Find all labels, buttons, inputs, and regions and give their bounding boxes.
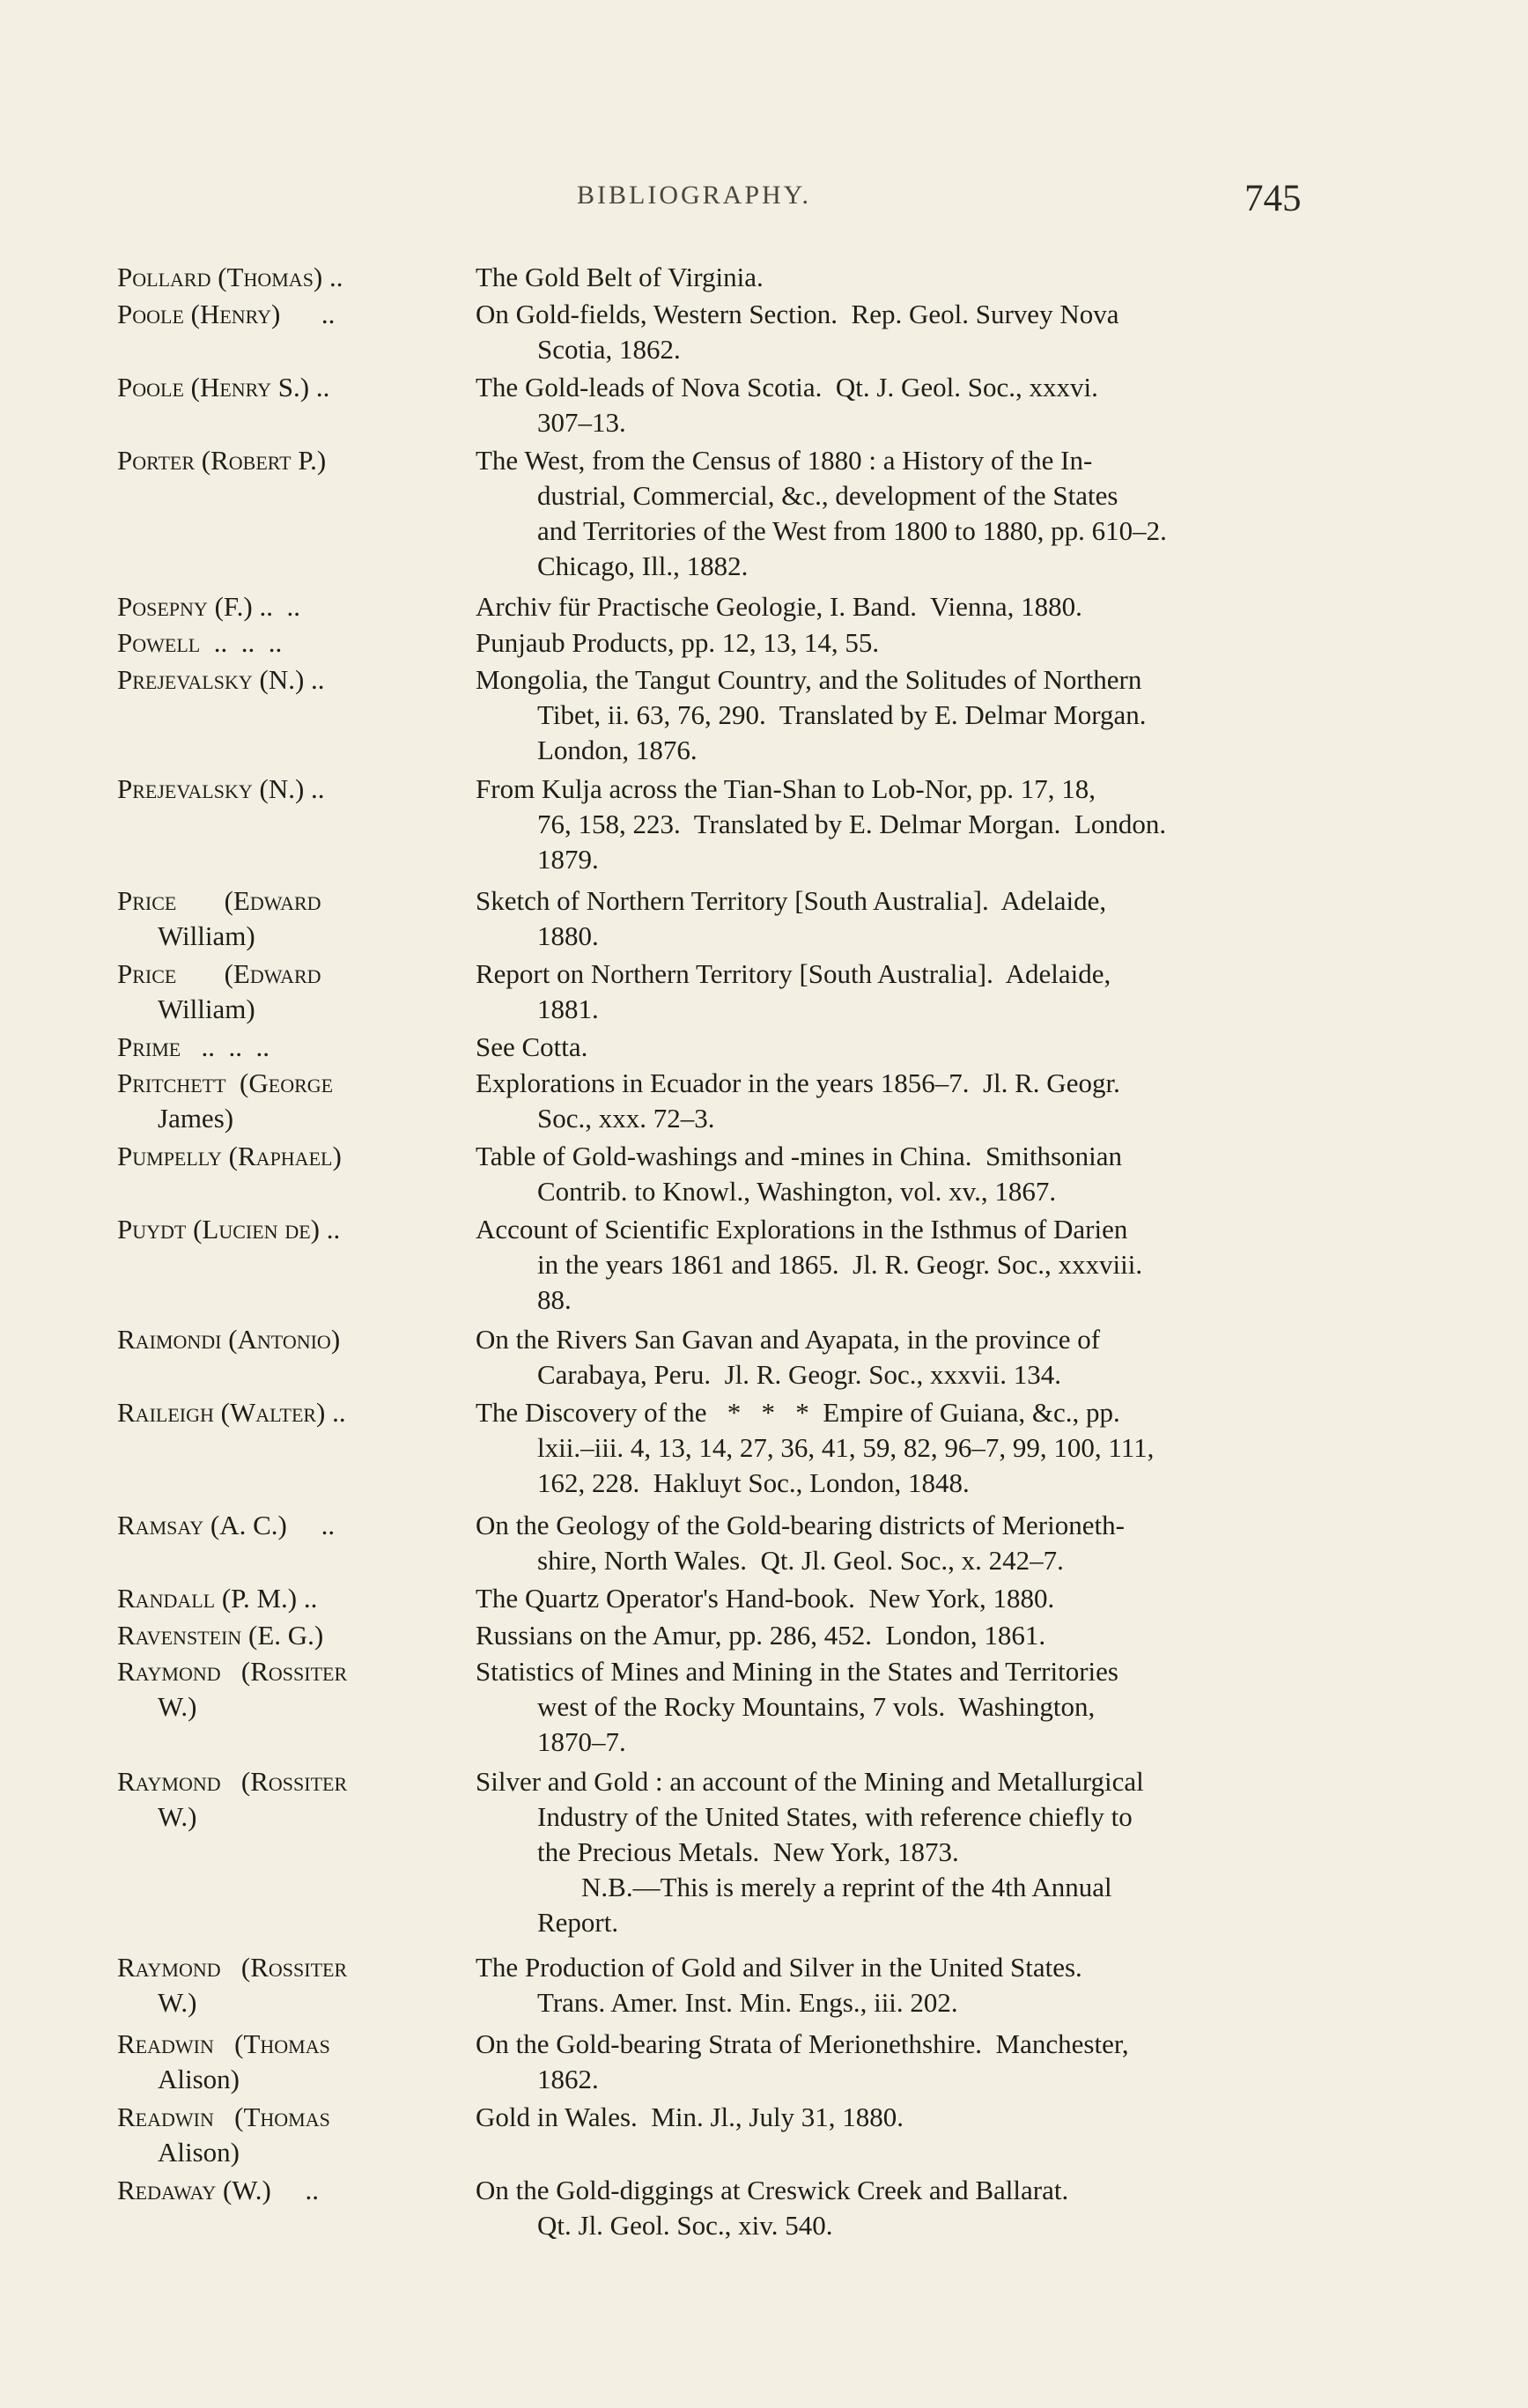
work-line: Qt. Jl. Geol. Soc., xiv. 540. (537, 2210, 833, 2241)
entry-author (117, 1508, 452, 1543)
work-line: 88. (537, 1284, 572, 1315)
work-line: 162, 228. Hakluyt Soc., London, 1848. (537, 1466, 970, 1498)
entry-work (476, 1764, 1325, 1940)
work-line: shire, North Wales. Qt. Jl. Geol. Soc., x. 242–7. (537, 1545, 1064, 1576)
bibliography-entry (0, 1212, 1528, 1322)
author-name: Prejevalsky (N.) .. (117, 773, 325, 804)
work-line: The Production of Gold and Silver in the United States. (476, 1952, 1082, 1983)
author-name: Pritchett (George (117, 1067, 334, 1098)
work-line: Soc., xxx. 72–3. (537, 1103, 715, 1134)
bibliography-entry (0, 1395, 1528, 1509)
author-name: Price (Edward (117, 957, 321, 989)
entry-author (117, 2173, 452, 2208)
bibliography-entry (0, 2027, 1528, 2100)
author-name-continued: W.) (158, 1691, 197, 1722)
bibliography-entry (0, 2100, 1528, 2173)
entry-author (117, 260, 452, 295)
work-line: 1879. (537, 844, 599, 875)
work-line: in the years 1861 and 1865. Jl. R. Geogr. Soc., xxxviii. (537, 1249, 1143, 1280)
work-line: The Gold Belt of Virginia. (476, 262, 764, 292)
author-name: Raymond (Rossiter (117, 1656, 348, 1687)
entry-work (476, 1322, 1325, 1392)
author-name: Powell .. .. .. (117, 627, 283, 658)
work-line: 307–13. (537, 406, 626, 438)
author-name: Raymond (Rossiter (117, 1765, 348, 1797)
author-name: Prejevalsky (N.) .. (117, 663, 325, 695)
work-line: Sketch of Northern Territory [South Australia]. Adelaide, (476, 884, 1107, 916)
work-line: Report on Northern Territory [South Australia]. Adelaide, (476, 957, 1111, 989)
work-line: The Quartz Operator's Hand-book. New York, 1880. (476, 1583, 1055, 1614)
entry-work (476, 1654, 1325, 1760)
work-line: the Precious Metals. New York, 1873. (537, 1836, 959, 1867)
author-name: Puydt (Lucien de) .. (117, 1214, 341, 1245)
work-line: lxii.–iii. 4, 13, 14, 27, 36, 41, 59, 82, 96–7, 99, 100, 111, (537, 1431, 1155, 1463)
entry-author (117, 1654, 452, 1725)
entry-author (117, 1139, 452, 1174)
author-name: Porter (Robert P.) (117, 444, 327, 476)
bibliography-entry (0, 772, 1528, 883)
bibliography-entry (0, 589, 1528, 626)
entry-author (117, 370, 452, 405)
entry-author (117, 1950, 452, 2020)
work-line: Statistics of Mines and Mining in the States and Territories (476, 1656, 1118, 1687)
work-line: Contrib. to Knowl., Washington, vol. xv., 1867. (537, 1176, 1057, 1207)
author-name-continued: W.) (158, 1800, 197, 1832)
work-line: On the Geology of the Gold-bearing districts of Merioneth- (476, 1510, 1125, 1540)
entry-work (476, 1618, 1325, 1653)
author-name-continued: William) (158, 920, 255, 951)
work-line: Scotia, 1862. (537, 333, 681, 365)
work-line: Industry of the United States, with reference chiefly to (537, 1800, 1133, 1832)
entry-work (476, 370, 1325, 440)
work-line: The Gold-leads of Nova Scotia. Qt. J. Geol. Soc., xxxvi. (476, 371, 1098, 403)
entry-work (476, 297, 1325, 367)
work-line: Mongolia, the Tangut Country, and the Solitudes of Northern (476, 663, 1142, 695)
bibliography-entry (0, 1581, 1528, 1618)
work-line: Explorations in Ecuador in the years 1856–7. Jl. R. Geogr. (476, 1067, 1120, 1098)
entry-author (117, 1618, 452, 1653)
entry-author (117, 883, 452, 954)
work-line: Table of Gold-washings and -mines in China. Smithsonian (476, 1141, 1122, 1171)
bibliography-entry (0, 1950, 1528, 2027)
work-line: Gold in Wales. Min. Jl., July 31, 1880. (476, 2101, 904, 2132)
work-note-line: N.B.—This is merely a reprint of the 4th Annual (581, 1871, 1112, 1902)
entry-work (476, 625, 1325, 661)
author-name-continued: James) (158, 1103, 234, 1134)
work-line: Silver and Gold : an account of the Mining and Metallurgical (476, 1765, 1144, 1797)
work-line: On the Gold-diggings at Creswick Creek and Ballarat. (476, 2175, 1069, 2205)
bibliography-entry (0, 1764, 1528, 1951)
entry-work (476, 1950, 1325, 2020)
bibliography-entry (0, 1508, 1528, 1581)
work-line: On the Gold-bearing Strata of Merionethshire. Manchester, (476, 2028, 1129, 2059)
work-line: 1870–7. (537, 1726, 626, 1757)
work-line: Account of Scientific Explorations in the Isthmus of Darien (476, 1214, 1128, 1245)
entry-work (476, 1066, 1325, 1136)
entry-author (117, 297, 452, 332)
entry-author (117, 1581, 452, 1616)
bibliography-entry (0, 1322, 1528, 1395)
entry-author (117, 625, 452, 661)
author-name: Raileigh (Walter) .. (117, 1396, 346, 1428)
bibliography-entry (0, 1618, 1528, 1655)
entry-work (476, 1212, 1325, 1318)
work-line: The Discovery of the * * * Empire of Guiana, &c., pp. (476, 1396, 1120, 1428)
author-name: Ramsay (A. C.) .. (117, 1510, 336, 1540)
entry-author (117, 957, 452, 1027)
bibliography-entry (0, 1654, 1528, 1764)
author-name: Poole (Henry S.) .. (117, 371, 330, 403)
author-name-continued: William) (158, 993, 255, 1024)
bibliography-entry (0, 1139, 1528, 1212)
entry-work (476, 957, 1325, 1027)
author-name: Redaway (W.) .. (117, 2175, 320, 2205)
entry-author (117, 2100, 452, 2170)
entry-work (476, 443, 1325, 584)
bibliography-entry (0, 662, 1528, 772)
work-line: 1881. (537, 993, 599, 1024)
bibliography-entry (0, 1030, 1528, 1067)
work-line: Carabaya, Peru. Jl. R. Geogr. Soc., xxxvii. 134. (537, 1358, 1061, 1390)
entry-work (476, 2027, 1325, 2097)
entry-author (117, 1066, 452, 1136)
entry-work (476, 1508, 1325, 1578)
entry-work (476, 1581, 1325, 1616)
author-name: Prime .. .. .. (117, 1030, 269, 1062)
entry-work (476, 2100, 1325, 2135)
work-line: Russians on the Amur, pp. 286, 452. London, 1861. (476, 1619, 1046, 1651)
work-line: See Cotta. (476, 1030, 588, 1062)
bibliography-entry (0, 957, 1528, 1030)
running-title: BIBLIOGRAPHY. (577, 181, 811, 210)
author-name-continued: Alison) (158, 2064, 240, 2094)
author-name: Raymond (Rossiter (117, 1952, 348, 1983)
author-name-continued: W.) (158, 1987, 197, 2018)
work-line: Punjaub Products, pp. 12, 13, 14, 55. (476, 627, 880, 658)
bibliography-list (0, 260, 1528, 2248)
work-line: 76, 158, 223. Translated by E. Delmar Morgan. London. (537, 809, 1167, 839)
bibliography-entry (0, 260, 1528, 297)
entry-work (476, 1395, 1325, 1501)
work-line: From Kulja across the Tian-Shan to Lob-Nor, pp. 17, 18, (476, 773, 1096, 804)
author-name: Pollard (Thomas) .. (117, 262, 343, 292)
running-head (0, 178, 1528, 233)
work-line: 1862. (537, 2064, 599, 2094)
author-name: Poole (Henry) .. (117, 298, 336, 329)
author-name: Posepny (F.) .. .. (117, 590, 300, 622)
author-name: Randall (P. M.) .. (117, 1583, 318, 1614)
work-line: Chicago, Ill., 1882. (537, 550, 749, 581)
bibliography-entry (0, 2173, 1528, 2248)
bibliography-entry (0, 370, 1528, 443)
entry-work (476, 260, 1325, 295)
author-name: Readwin (Thomas (117, 2101, 330, 2132)
entry-work (476, 883, 1325, 954)
work-line: and Territories of the West from 1800 to 1880, pp. 610–2. (537, 514, 1167, 546)
entry-work (476, 589, 1325, 624)
entry-author (117, 1322, 452, 1357)
entry-author (117, 1764, 452, 1835)
work-line: London, 1876. (537, 734, 698, 765)
work-line: Archiv für Practische Geologie, I. Band. Vienna, 1880. (476, 590, 1082, 622)
work-line: On the Rivers San Gavan and Ayapata, in the province of (476, 1323, 1101, 1355)
work-line: dustrial, Commercial, &c., development of the States (537, 479, 1118, 511)
entry-author (117, 772, 452, 807)
work-line: 1880. (537, 920, 599, 951)
entry-author (117, 589, 452, 624)
bibliography-entry (0, 883, 1528, 957)
work-line: The West, from the Census of 1880 : a History of the In- (476, 444, 1093, 476)
author-name: Raimondi (Antonio) (117, 1323, 341, 1355)
work-line: Tibet, ii. 63, 76, 290. Translated by E. Delmar Morgan. (537, 698, 1147, 730)
work-note-line: Report. (537, 1906, 619, 1938)
bibliography-entry (0, 625, 1528, 662)
work-line: west of the Rocky Mountains, 7 vols. Washington, (537, 1691, 1096, 1722)
entry-work (476, 772, 1325, 877)
entry-author (117, 1212, 452, 1247)
entry-work (476, 1030, 1325, 1065)
author-name: Ravenstein (E. G.) (117, 1619, 324, 1651)
bibliography-entry (0, 1066, 1528, 1139)
entry-author (117, 662, 452, 698)
work-line: On Gold-fields, Western Section. Rep. Geol. Survey Nova (476, 298, 1119, 329)
page-number: 745 (1244, 178, 1302, 219)
entry-author (117, 1030, 452, 1065)
entry-work (476, 2173, 1325, 2243)
entry-author (117, 2027, 452, 2097)
author-name: Price (Edward (117, 884, 321, 916)
bibliography-entry (0, 443, 1528, 589)
entry-work (476, 1139, 1325, 1209)
bibliography-entry (0, 297, 1528, 370)
entry-author (117, 443, 452, 478)
author-name: Pumpelly (Raphael) (117, 1141, 342, 1171)
author-name-continued: Alison) (158, 2137, 240, 2168)
entry-author (117, 1395, 452, 1430)
entry-work (476, 662, 1325, 768)
work-line: Trans. Amer. Inst. Min. Engs., iii. 202. (537, 1987, 958, 2018)
author-name: Readwin (Thomas (117, 2028, 330, 2059)
